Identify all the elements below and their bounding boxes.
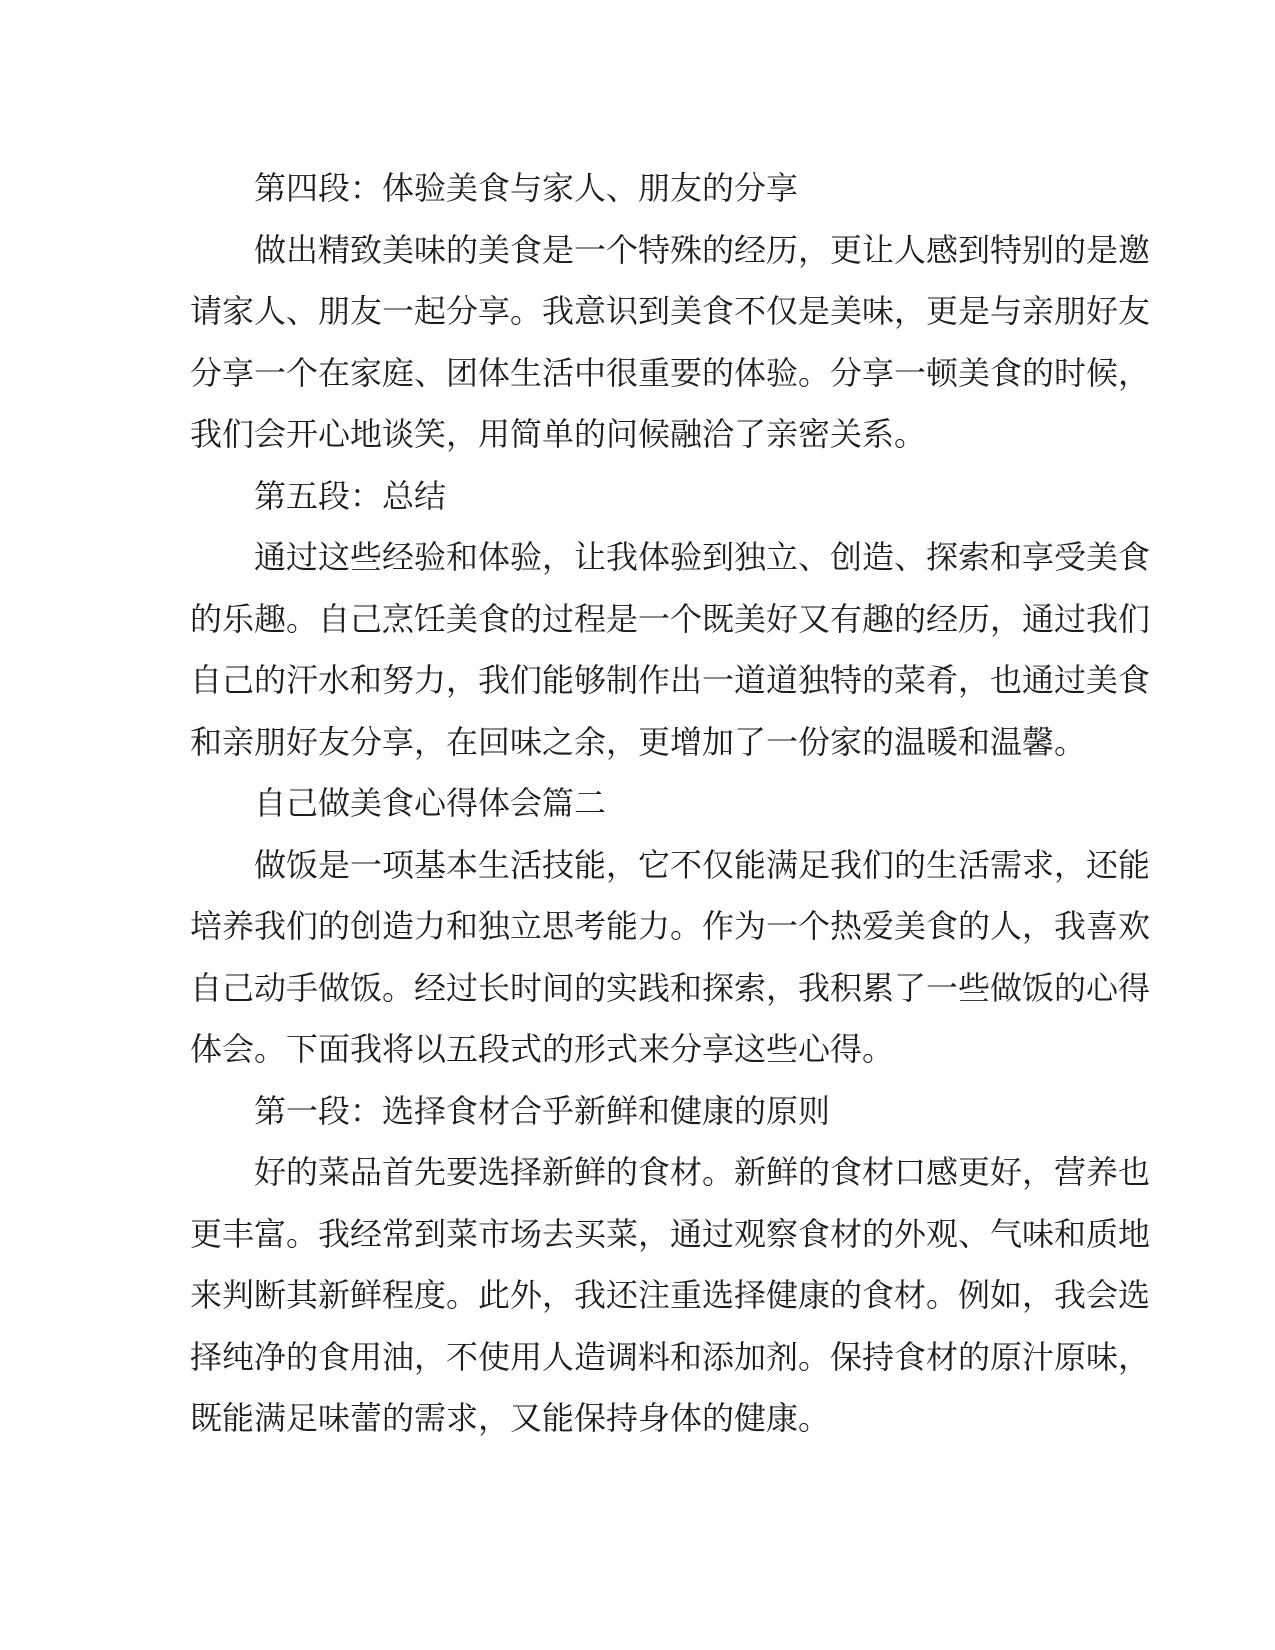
text-line: 和亲朋好友分享，在回味之余，更增加了一份家的温暖和温馨。 — [190, 723, 1087, 760]
text-line: 分享一个在家庭、团体生活中很重要的体验。分享一顿美食的时候， — [190, 354, 1151, 391]
text-line: 择纯净的食用油，不使用人造调料和添加剂。保持食材的原汁原味， — [190, 1338, 1151, 1375]
text-line: 做出精致美味的美食是一个特殊的经历，更让人感到特别的是邀 — [254, 231, 1151, 268]
document-lines — [190, 158, 1151, 1450]
text-line: 第四段：体验美食与家人、朋友的分享 — [254, 170, 799, 206]
text-line: 的乐趣。自己烹饪美食的过程是一个既美好又有趣的经历，通过我们 — [190, 600, 1151, 637]
text-line: 第一段：选择食材合乎新鲜和健康的原则 — [254, 1092, 831, 1129]
text-line: 来判断其新鲜程度。此外，我还注重选择健康的食材。例如，我会选 — [190, 1277, 1151, 1313]
text-line: 既能满足味蕾的需求，又能保持身体的健康。 — [190, 1400, 831, 1436]
text-line: 好的菜品首先要选择新鲜的食材。新鲜的食材口感更好，营养也 — [254, 1154, 1151, 1190]
text-line: 请家人、朋友一起分享。我意识到美食不仅是美味，更是与亲朋好友 — [190, 293, 1151, 329]
text-line: 我们会开心地谈笑，用简单的问候融洽了亲密关系。 — [190, 416, 927, 452]
text-line: 更丰富。我经常到菜市场去买菜，通过观察食材的外观、气味和质地 — [190, 1215, 1151, 1252]
text-line: 培养我们的创造力和独立思考能力。作为一个热爱美食的人，我喜欢 — [190, 908, 1151, 944]
text-line: 自己的汗水和努力，我们能够制作出一道道独特的菜肴，也通过美食 — [190, 662, 1151, 698]
text-line: 做饭是一项基本生活技能，它不仅能满足我们的生活需求，还能 — [254, 846, 1151, 883]
text-line: 自己动手做饭。经过长时间的实践和探索，我积累了一些做饭的心得 — [190, 969, 1151, 1006]
text-line: 自己做美食心得体会篇二 — [254, 785, 607, 821]
text-line: 第五段：总结 — [254, 477, 447, 514]
text-line: 体会。下面我将以五段式的形式来分享这些心得。 — [190, 1031, 895, 1067]
text-line: 通过这些经验和体验，让我体验到独立、创造、探索和享受美食 — [254, 539, 1151, 575]
